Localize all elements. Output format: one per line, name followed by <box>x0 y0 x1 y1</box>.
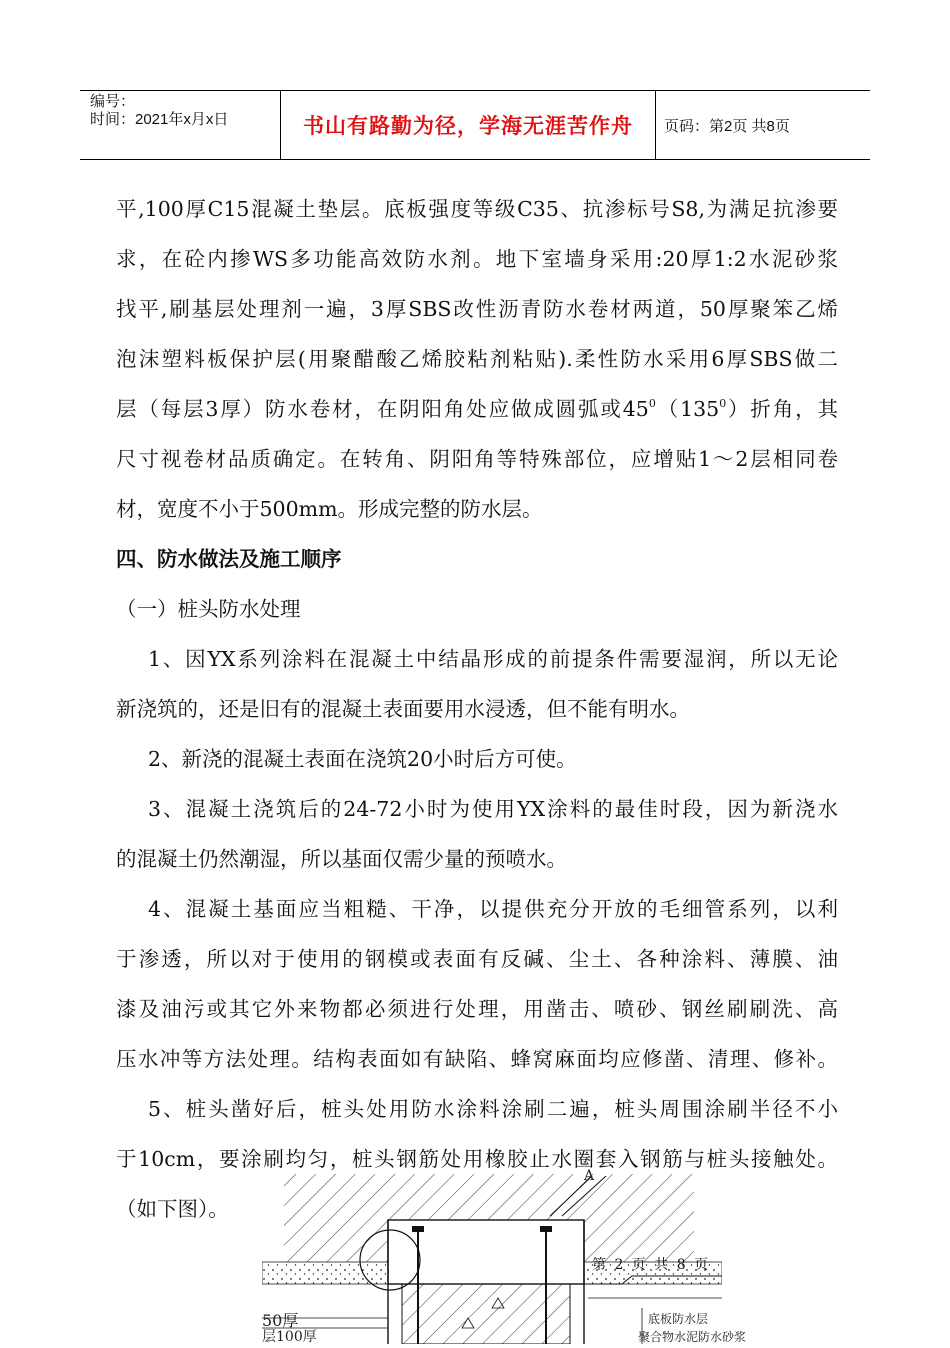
list-item-line: 于10cm，要涂刷均匀，桩头钢筋处用橡胶止水圈套入钢筋与桩头接触处。 <box>116 1147 838 1171</box>
figure-label-left-thickness: 50厚 <box>262 1311 299 1330</box>
header-meta <box>80 91 280 161</box>
figure-label-right-waterproof: 底板防水层 <box>648 1312 709 1326</box>
figure-label-left-layer: 层100厚 <box>262 1329 317 1345</box>
paragraph-line: 泡沫塑料板保护层(用聚醋酸乙烯胶粘剂粘贴).柔性防水采用6厚SBS做二 <box>116 347 838 371</box>
list-item-line: 3、混凝土浇筑后的24-72小时为使用YX涂料的最佳时段，因为新浇水 <box>148 797 838 821</box>
paragraph-line: 找平,刷基层处理剂一遍，3厚SBS改性沥青防水卷材两道，50厚聚笨乙烯 <box>116 297 838 321</box>
figure-caption: （如下图）。 <box>116 1197 229 1221</box>
header-page-info: 页码：第2页 共8页 <box>664 117 790 135</box>
paragraph-line <box>116 384 838 434</box>
superscript-degree: 0 <box>648 397 656 410</box>
document-number-label: 编号： <box>90 93 136 110</box>
text-segment: ）折角，其 <box>726 397 838 421</box>
pile-body <box>402 1284 570 1344</box>
list-item-line: 漆及油污或其它外来物都必须进行处理，用凿击、喷砂、钢丝刷刷洗、高 <box>116 997 838 1021</box>
paragraph-line: 求，在砼内掺WS多功能高效防水剂。地下室墙身采用:20厚1:2水泥砂浆 <box>116 247 838 271</box>
paragraph-line: 尺寸视卷材品质确定。在转角、阴阳角等特殊部位，应增贴1～2层相同卷 <box>116 447 838 471</box>
list-item-line: 5、桩头凿好后，桩头处用防水涂料涂刷二遍，桩头周围涂刷半径不小 <box>148 1097 838 1121</box>
list-item-line: 1、因YX系列涂料在混凝土中结晶形成的前提条件需要湿润，所以无论 <box>148 647 838 671</box>
list-item-line: 于渗透，所以对于使用的钢模或表面有反碱、尘土、各种涂料、薄膜、油 <box>116 947 838 971</box>
subsection-heading: （一）桩头防水处理 <box>116 597 301 621</box>
header-motto: 书山有路勤为径，学海无涯苦作舟 <box>280 91 656 159</box>
text-segment: 层（每层3厚）防水卷材，在阴阳角处应做成圆弧或45 <box>116 397 649 421</box>
figure-label-top: A <box>584 1168 595 1184</box>
section-heading: 四、防水做法及施工顺序 <box>116 547 342 571</box>
list-item-line: 的混凝土仍然潮湿，所以基面仅需少量的预喷水。 <box>116 847 567 871</box>
paragraph-line: 平,100厚C15混凝土垫层。底板强度等级C35、抗渗标号S8,为满足抗渗要 <box>116 197 838 221</box>
list-item-line: 2、新浇的混凝土表面在浇筑20小时后方可使。 <box>148 747 577 771</box>
list-item-line: 新浇筑的，还是旧有的混凝土表面要用水浸透，但不能有明水。 <box>116 697 690 721</box>
document-body <box>116 184 838 1234</box>
page-header <box>80 90 870 160</box>
paragraph-line: 材，宽度不小于500mm。形成完整的防水层。 <box>116 497 543 521</box>
text-segment: （135 <box>655 397 720 421</box>
list-item-line: 4、混凝土基面应当粗糙、干净，以提供充分开放的毛细管系列，以利 <box>148 897 838 921</box>
figure-label-right-mortar: 聚合物水泥防水砂浆 <box>638 1330 747 1344</box>
list-item-line: 压水冲等方法处理。结构表面如有缺陷、蜂窝麻面均应修凿、清理、修补。 <box>116 1047 838 1071</box>
document-time-label: 时间：2021年x月x日 <box>90 111 229 128</box>
page-number-overlay: 第 2 页 共 8 页 <box>592 1257 711 1273</box>
superscript-degree: 0 <box>719 397 727 410</box>
